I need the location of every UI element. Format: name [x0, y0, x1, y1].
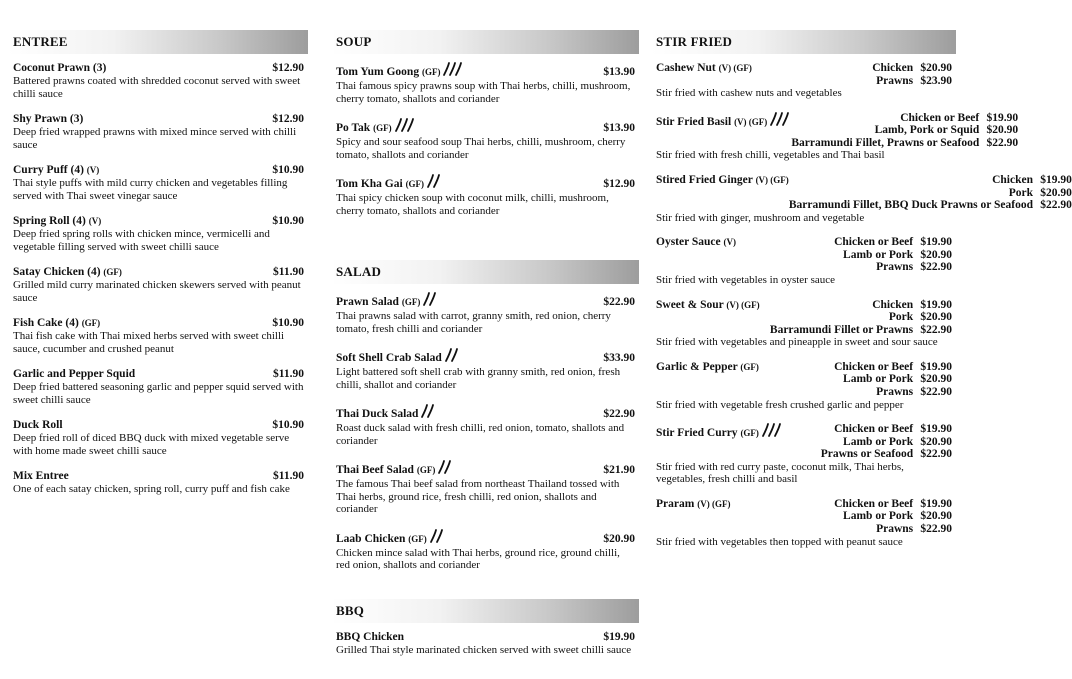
menu-item-title: Fish Cake (4) [13, 317, 79, 329]
menu-item [13, 164, 304, 202]
menu-item-title: Thai Duck Salad [336, 408, 419, 420]
dietary-tag: (V) [88, 216, 102, 226]
dietary-tag: (V) (GF) [718, 63, 752, 73]
menu-item-title: Stired Fried Ginger [656, 173, 753, 186]
price-options [791, 112, 1018, 150]
menu-item [336, 529, 635, 572]
menu-item-price: $10.90 [272, 215, 304, 227]
dietary-tag: (GF) [740, 361, 759, 372]
option-name: Chicken or Beef [834, 360, 914, 373]
salad-section-header: SALAD [331, 260, 639, 284]
chili-icon [769, 112, 791, 130]
menu-item-title: Mix Entree [13, 470, 69, 482]
chili-icon [429, 529, 445, 547]
option-price: $19.90 [920, 236, 952, 249]
price-option [770, 311, 952, 324]
option-name: Chicken or Beef [900, 111, 980, 124]
menu-item [656, 299, 952, 349]
menu-item-title: Curry Puff (4) [13, 164, 84, 176]
stir-fried-column [651, 30, 1072, 560]
menu-item-name [13, 266, 122, 279]
option-name: Chicken or Beef [834, 423, 914, 436]
menu-item-header [336, 62, 635, 80]
option-price: $20.90 [920, 62, 952, 74]
option-name: Pork [888, 311, 914, 324]
price-options [834, 361, 952, 399]
price-option [789, 174, 1072, 187]
option-price: $20.90 [920, 248, 952, 261]
menu-item [336, 118, 635, 161]
menu-item-header [656, 173, 1072, 212]
menu-item-header [336, 460, 635, 478]
menu-item-name [656, 236, 736, 249]
price-options [834, 236, 952, 274]
dietary-tag: (GF) [405, 179, 425, 189]
menu-item-title: Garlic & Pepper [656, 360, 738, 373]
menu-item-title: BBQ Chicken [336, 630, 405, 643]
menu-item-name [336, 529, 445, 547]
menu-item-header [13, 419, 304, 432]
menu-item-header [656, 62, 952, 87]
menu-item-price: $33.90 [603, 352, 635, 364]
menu-item-title: Po Tak [336, 122, 371, 134]
menu-item-header [13, 164, 304, 177]
menu-item-description: Stir fried with vegetables in oyster sauce [656, 274, 836, 287]
menu-item-description: Stir fried with vegetables then topped with peanut sauce [656, 535, 903, 548]
menu-item-description: Stir fried with vegetables and pineapple in sweet and sour sauce [656, 336, 938, 349]
menu-item-header [656, 111, 1019, 150]
price-option [791, 124, 1018, 137]
menu-item [656, 361, 952, 411]
menu-item-header [656, 299, 952, 337]
menu-item-description: Stir fried with cashew nuts and vegetables [656, 87, 842, 100]
price-option [834, 361, 952, 374]
menu-item-title: Duck Roll [13, 419, 63, 431]
menu-item-description: Thai fish cake with Thai mixed herbs served with sweet chilli sauce, cucumber and crushed peanut [13, 330, 285, 355]
price-options [789, 174, 1072, 212]
chili-icon [422, 292, 438, 310]
price-option [770, 324, 952, 337]
option-name: Prawns [876, 261, 914, 274]
menu-item-title: Garlic and Pepper Squid [13, 368, 136, 380]
menu-item-price: $12.90 [272, 113, 304, 125]
menu-item-name [336, 404, 436, 422]
price-option [789, 199, 1072, 212]
menu-item [336, 631, 635, 657]
menu-item-description: Spicy and sour seafood soup Thai herbs, chilli, mushroom, cherry tomato, shallots and coriander [336, 136, 626, 161]
menu-item-price: $10.90 [272, 419, 304, 431]
dietary-tag: (V) [86, 165, 100, 175]
menu-item-header [656, 236, 952, 274]
option-name: Chicken [992, 173, 1033, 186]
stir-fried-items [651, 54, 1072, 548]
chili-icon [394, 118, 416, 136]
menu-item [336, 174, 635, 217]
soup-section-header: SOUP [331, 30, 639, 54]
menu-item-title: Praram [656, 497, 695, 510]
menu-item-description: Deep fried battered seasoning garlic and pepper squid served with sweet chilli sauce [13, 381, 304, 406]
menu-item-name [656, 299, 760, 312]
menu-item-name [13, 215, 101, 228]
menu-item-title: Coconut Prawn (3) [13, 62, 107, 74]
menu-item-name [656, 423, 783, 441]
menu-item-name [336, 460, 453, 478]
menu-item-header [656, 361, 952, 399]
price-option [872, 75, 952, 88]
price-option [791, 137, 1018, 150]
bbq-items [331, 623, 639, 657]
dietary-tag: (V) (GF) [734, 116, 768, 127]
option-price: $22.90 [920, 386, 952, 398]
middle-column [331, 30, 639, 669]
menu-item-price: $12.90 [272, 62, 304, 74]
menu-item-title: Spring Roll (4) [13, 215, 86, 227]
price-options [770, 299, 952, 337]
bbq-section-header: BBQ [331, 599, 639, 623]
menu-item-description: Stir fried with ginger, mushroom and vegetable [656, 211, 865, 224]
menu-item-name [656, 112, 791, 130]
price-option [834, 510, 952, 523]
price-option [872, 62, 952, 75]
dietary-tag: (GF) [373, 123, 392, 133]
option-price: $20.90 [920, 510, 952, 523]
dietary-tag: (V) (GF) [697, 498, 731, 509]
chili-icon [426, 174, 442, 192]
option-price: $22.90 [986, 136, 1019, 149]
menu-item-name [336, 62, 464, 80]
option-price: $19.90 [1040, 173, 1072, 186]
menu-item [13, 470, 304, 496]
menu-item-name [13, 368, 135, 381]
menu-item-price: $22.90 [603, 408, 635, 420]
option-price: $19.90 [920, 360, 952, 373]
option-price: $22.90 [920, 523, 952, 536]
menu-item-title: Thai Beef Salad [336, 464, 414, 476]
menu-item-name [13, 419, 63, 432]
menu-item-description: Deep fried spring rolls with chicken mince, vermicelli and vegetable filling served with sweet chilli sauce [13, 228, 270, 253]
dietary-tag: (V) (GF) [755, 174, 789, 185]
option-name: Barramundi Fillet, Prawns or Seafood [791, 136, 980, 149]
price-option [821, 423, 952, 436]
option-price: $20.90 [1040, 186, 1072, 199]
dietary-tag: (GF) [401, 297, 421, 307]
menu-item-header [656, 423, 952, 461]
chili-icon [437, 460, 453, 478]
menu-item-name [656, 62, 752, 75]
menu-item-price: $21.90 [603, 464, 635, 476]
salad-items [331, 284, 639, 572]
menu-item [336, 292, 635, 335]
menu-item-price: $10.90 [272, 317, 304, 329]
menu-item [13, 62, 304, 100]
option-name: Chicken or Beef [834, 497, 914, 510]
dietary-tag: (GF) [408, 533, 427, 544]
option-price: $19.90 [986, 111, 1019, 124]
stir-fried-section-header: STIR FRIED [651, 30, 956, 54]
menu-item [336, 404, 635, 447]
option-name: Lamb or Pork [843, 373, 914, 386]
price-option [834, 249, 952, 262]
menu-item-header [336, 118, 635, 136]
menu-item-name [656, 174, 789, 187]
option-name: Prawns [876, 386, 914, 398]
option-name: Chicken [872, 298, 914, 311]
menu-item-name [13, 164, 99, 177]
menu-item-header [656, 498, 952, 536]
menu-item-price: $20.90 [603, 532, 635, 545]
dietary-tag: (GF) [103, 267, 122, 277]
menu-item-title: Soft Shell Crab Salad [336, 352, 442, 364]
menu-item-price: $13.90 [603, 66, 635, 78]
menu-item-header [336, 174, 635, 192]
menu-item [656, 498, 952, 548]
menu-item-title: Tom Kha Gai [336, 178, 403, 190]
price-option [834, 236, 952, 249]
menu-item-description: Stir fried with vegetable fresh crushed garlic and pepper [656, 398, 904, 411]
menu-item-description: Grilled mild curry marinated chicken skewers served with peanut sauce [13, 279, 301, 304]
option-name: Barramundi Fillet or Prawns [769, 323, 914, 336]
menu-item-description: Thai style puffs with mild curry chicken and vegetables filling served with Thai sweet vinegar sauce [13, 177, 288, 202]
menu-item-header [13, 317, 304, 330]
option-price: $20.90 [920, 311, 952, 324]
menu-item-title: Shy Prawn (3) [13, 113, 84, 125]
option-price: $20.90 [920, 373, 952, 386]
menu-item-title: Prawn Salad [336, 296, 399, 308]
menu-item-price: $19.90 [603, 630, 635, 643]
menu-item [656, 111, 1019, 162]
price-options [872, 62, 952, 87]
menu-item-price: $13.90 [603, 122, 635, 134]
menu-item-title: Stir Fried Curry [656, 427, 738, 440]
menu-item-name [13, 317, 100, 330]
menu-item [656, 423, 952, 486]
menu-item-title: Sweet & Sour [656, 298, 724, 311]
menu-item [336, 62, 635, 105]
option-price: $22.90 [1040, 199, 1072, 212]
menu-item [13, 215, 304, 253]
menu-item-name [336, 118, 416, 136]
price-option [789, 187, 1072, 200]
option-name: Chicken or Beef [834, 236, 914, 249]
menu-item-price: $11.90 [273, 266, 304, 278]
menu-item-header [336, 292, 635, 310]
menu-item-title: Tom Yum Goong [336, 66, 420, 78]
menu-item-name [13, 113, 83, 126]
menu-item-title: Satay Chicken (4) [13, 266, 101, 278]
menu-item-title: Laab Chicken [336, 532, 406, 545]
menu-item-description: Stir fried with red curry paste, coconut milk, Thai herbs, vegetables, fresh chilli and basil [656, 460, 904, 486]
option-name: Chicken [872, 62, 914, 74]
menu-item-description: Chicken mince salad with Thai herbs, ground rice, ground chilli, red onion, shallots and coriander [336, 546, 620, 571]
chili-icon [444, 348, 460, 366]
menu-item-price: $11.90 [273, 470, 304, 482]
menu-item [13, 317, 304, 355]
option-name: Lamb or Pork [843, 510, 914, 523]
menu-item-title: Cashew Nut [656, 62, 716, 74]
option-price: $20.90 [920, 435, 952, 448]
option-price: $19.90 [920, 497, 952, 510]
price-option [821, 436, 952, 449]
menu-item [336, 460, 635, 516]
menu-item-header [13, 113, 304, 126]
option-name: Prawns [876, 74, 914, 87]
menu-item-name [336, 348, 460, 366]
option-price: $19.90 [920, 298, 952, 311]
menu-item [13, 419, 304, 457]
price-options [834, 498, 952, 536]
dietary-tag: (GF) [740, 428, 759, 439]
menu-item-name [656, 361, 759, 374]
menu-item-description: Stir fried with fresh chilli, vegetables and Thai basil [656, 149, 885, 162]
menu-item-name [336, 292, 438, 310]
menu-item-header [13, 62, 304, 75]
option-price: $22.90 [920, 323, 952, 336]
option-name: Barramundi Fillet, BBQ Duck Prawns or Seafood [788, 199, 1033, 212]
price-option [834, 261, 952, 274]
menu-item-title: Stir Fried Basil [656, 115, 732, 128]
menu-item-description: Roast duck salad with fresh chilli, red onion, tomato, shallots and coriander [336, 422, 625, 447]
menu-item-description: Thai prawns salad with carrot, granny smith, red onion, cherry tomato, fresh chilli and coriander [336, 310, 611, 335]
menu-item-price: $12.90 [603, 178, 635, 190]
entree-column [8, 30, 308, 509]
option-name: Lamb or Pork [843, 435, 914, 448]
price-option [791, 112, 1018, 125]
menu-item [336, 348, 635, 391]
option-name: Lamb, Pork or Squid [874, 124, 980, 137]
chili-icon [761, 423, 783, 441]
menu-item-header [336, 348, 635, 366]
option-name: Lamb or Pork [843, 248, 914, 261]
menu-item-header [13, 368, 304, 381]
option-name: Pork [1008, 186, 1033, 199]
option-price: $20.90 [986, 124, 1019, 137]
price-option [834, 523, 952, 536]
menu-item-price: $10.90 [272, 164, 304, 176]
chili-icon [420, 404, 436, 422]
menu-item-description: Light battered soft shell crab with granny smith, red onion, fresh chilli, shallot and coriander [336, 366, 621, 391]
menu-item-description: One of each satay chicken, spring roll, curry puff and fish cake [13, 483, 290, 495]
menu-item [13, 113, 304, 151]
entree-items [8, 54, 308, 496]
menu-item [656, 173, 1072, 224]
option-name: Prawns [876, 523, 914, 536]
menu-item-title: Oyster Sauce [656, 236, 721, 249]
dietary-tag: (GF) [416, 465, 436, 475]
soup-items [331, 54, 639, 217]
menu-item-header [13, 470, 304, 483]
price-option [834, 498, 952, 511]
menu-item-header [13, 266, 304, 279]
menu-item-header [336, 529, 635, 547]
menu-item-header [336, 631, 635, 644]
price-option [770, 299, 952, 312]
menu-item-description: Deep fried wrapped prawns with mixed mince served with chilli sauce [13, 126, 297, 151]
price-option [834, 386, 952, 399]
menu-item-header [336, 404, 635, 422]
option-price: $23.90 [920, 74, 952, 87]
menu-item [13, 368, 304, 406]
dietary-tag: (GF) [81, 318, 101, 328]
menu-item [656, 236, 952, 286]
menu-item [13, 266, 304, 304]
dietary-tag: (V) [723, 237, 737, 248]
option-price: $22.90 [920, 261, 952, 274]
menu-item [656, 62, 952, 100]
menu-item-name [13, 62, 106, 75]
option-name: Prawns or Seafood [820, 448, 914, 461]
option-price: $19.90 [920, 423, 952, 436]
menu-item-description: Battered prawns coated with shredded coconut served with sweet chilli sauce [13, 75, 301, 100]
menu-item-description: Thai spicy chicken soup with coconut milk, chilli, mushroom, cherry tomato, shallots and coriander [336, 192, 609, 217]
dietary-tag: (GF) [421, 67, 441, 77]
menu-item-description: Grilled Thai style marinated chicken served with sweet chilli sauce [336, 643, 632, 656]
menu-item-name [656, 498, 730, 511]
price-option [834, 373, 952, 386]
chili-icon [442, 62, 464, 80]
price-options [821, 423, 952, 461]
menu-item-name [336, 631, 404, 644]
dietary-tag: (V) (GF) [726, 299, 760, 310]
option-price: $22.90 [920, 448, 952, 461]
menu-item-description: The famous Thai beef salad from northeast Thailand tossed with Thai herbs, ground rice, fresh chilli, red onion, shallots and coriander [336, 478, 620, 515]
menu-item-description: Thai famous spicy prawns soup with Thai herbs, chilli, mushroom, cherry tomato, shallots and coriander [336, 80, 631, 105]
menu-item-price: $22.90 [603, 296, 635, 308]
menu-item-description: Deep fried roll of diced BBQ duck with mixed vegetable serve with home made sweet chilli sauce [13, 432, 290, 457]
menu-item-header [13, 215, 304, 228]
menu-item-name [336, 174, 442, 192]
price-option [821, 448, 952, 461]
menu-item-price: $11.90 [273, 368, 304, 380]
menu-item-name [13, 470, 69, 483]
entree-section-header: ENTREE [8, 30, 308, 54]
